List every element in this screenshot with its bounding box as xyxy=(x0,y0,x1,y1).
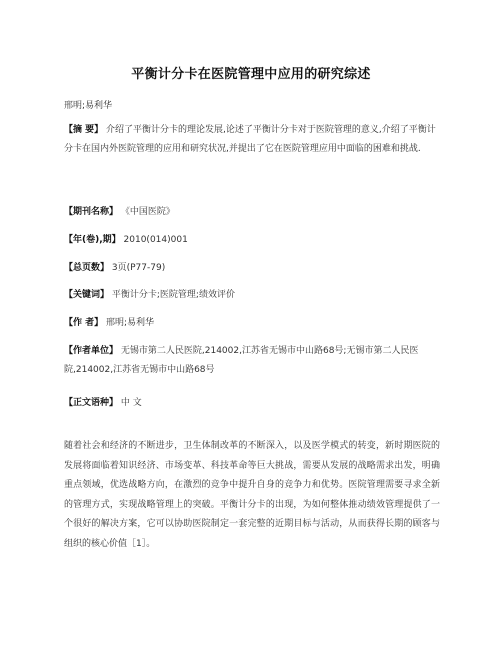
keywords-text: 平衡计分卡;医院管理;绩效评价 xyxy=(111,290,235,300)
journal-label: 【期刊名称】 xyxy=(64,207,119,217)
abstract-field xyxy=(64,121,438,159)
page-count-text: 3页(P77-79) xyxy=(111,263,166,273)
journal-field xyxy=(64,203,438,222)
page-count-field xyxy=(64,259,438,278)
journal-text: 《中国医院》 xyxy=(120,207,175,217)
page-count-label: 【总页数】 xyxy=(64,263,110,273)
abstract-label: 【摘 要】 xyxy=(64,125,104,135)
keywords-label: 【关键词】 xyxy=(64,290,110,300)
year-volume-text: 2010(014)001 xyxy=(123,235,188,245)
language-text: 中 文 xyxy=(120,398,142,408)
abstract-text: 介绍了平衡计分卡的理论发展,论述了平衡计分卡对于医院管理的意义,介绍了平衡计分卡在国内外医院管理的应用和研究状况,并提出了它在医院管理应用中面临的困难和挑战. xyxy=(64,125,436,154)
affiliation-text: 无锡市第二人民医院,214002,江苏省无锡市中山路68号;无锡市第二人民医院,214002,江苏省无锡市中山路68号 xyxy=(64,346,419,375)
authors-line: 邢明;易利华 xyxy=(64,101,113,111)
year-volume-label: 【年(卷),期】 xyxy=(64,235,121,245)
year-volume-field xyxy=(64,231,438,250)
language-label: 【正文语种】 xyxy=(64,398,119,408)
body-paragraph: 随着社会和经济的不断进步，卫生体制改革的不断深入，以及医学模式的转变，新时期医院的发展将面临着知识经济、市场变革、科技革命等巨大挑战，需要从发展的战略需求出发，明确重点领域，优选战略方向，在激烈的竞争中提升自身的竞争力和优势。医院管理需要寻求全新的管理方式，实现战略管理上的突破。平衡计分卡的出现，为如何整体推动绩效管理提供了一个很好的解决方案，它可以协助医院制定一套完整的近期目标与活动，从而获得长期的顾客与组织的核心价值［1］。 xyxy=(64,441,440,549)
affiliation-label: 【作者单位】 xyxy=(64,346,119,356)
affiliation-field xyxy=(64,342,438,380)
page-title: 平衡计分卡在医院管理中应用的研究综述 xyxy=(131,67,371,82)
author-label: 【作 者】 xyxy=(64,318,104,328)
author-field xyxy=(64,314,438,333)
language-field xyxy=(64,394,438,413)
author-text: 邢明;易利华 xyxy=(106,318,155,328)
keywords-field xyxy=(64,286,438,305)
